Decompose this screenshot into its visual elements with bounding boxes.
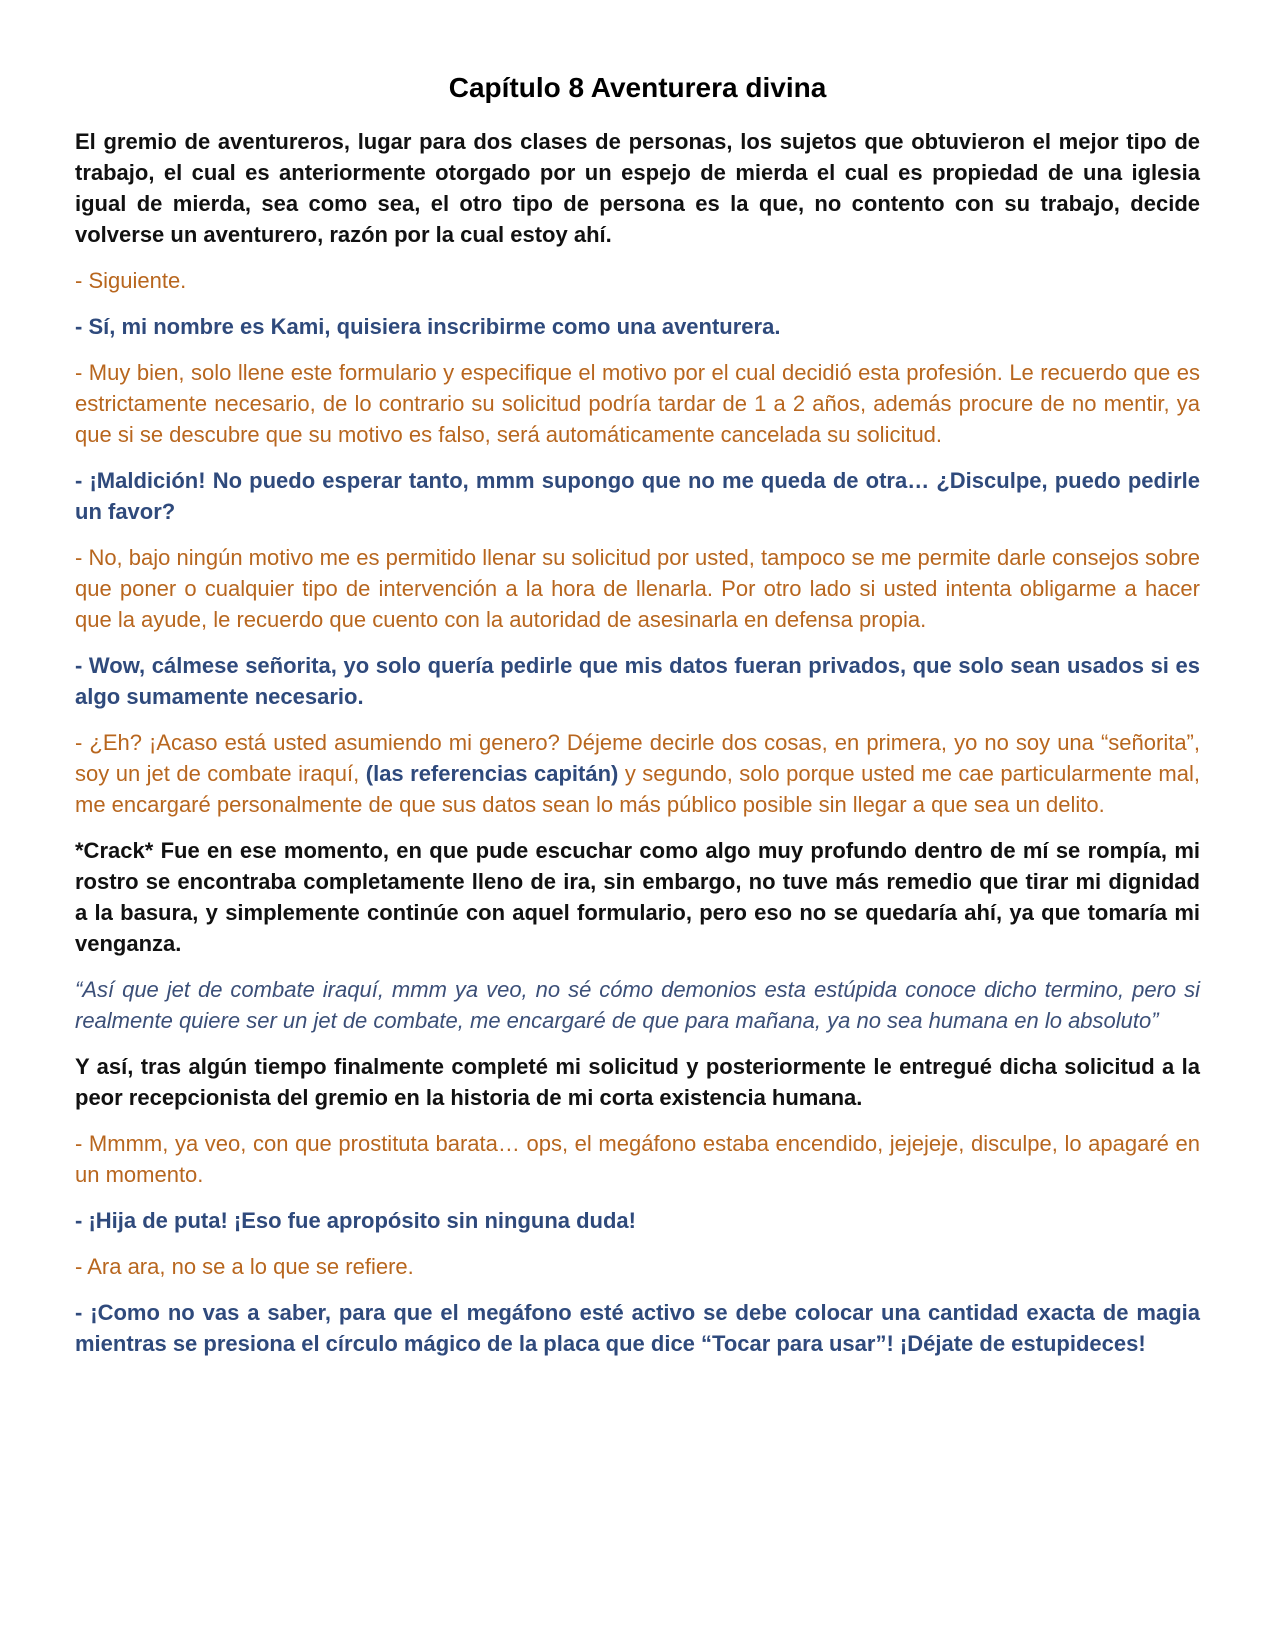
paragraph-receptionist: - Muy bien, solo llene este formulario y especifique el motivo por el cual decidió esta profesión. Le recuerdo que es estrictamente necesario, de lo contrario su solicitud podría tardar de 1 a 2 años, además procure de no mentir, ya que si se descubre que su motivo es falso, será automáticamente cancelada su solicitud. [75,360,1200,447]
paragraph-kami: - Wow, cálmese señorita, yo solo quería pedirle que mis datos fueran privados, que solo sean usados si es algo sumamente necesario. [75,653,1200,709]
chapter-title: Capítulo 8 Aventurera divina [448,72,827,103]
paragraph-narration: *Crack* Fue en ese momento, en que pude escuchar como algo muy profundo dentro de mí se rompía, mi rostro se encontraba completamente lleno de ira, sin embargo, no tuve más remedio que tirar mi dignidad a la basura, y simplemente continúe con aquel formulario, pero eso no se quedaría ahí, ya que tomaría mi venganza. [75,838,1200,956]
paragraph-receptionist: - Mmmm, ya veo, con que prostituta barata… ops, el megáfono estaba encendido, jejejeje, disculpe, lo apagaré en un momento. [75,1131,1200,1187]
paragraph-kami: - ¡Hija de puta! ¡Eso fue apropósito sin ninguna duda! [75,1208,636,1233]
kami-aside: (las referencias capitán) [365,761,619,786]
receptionist-text-part1: - ¿Eh? ¡Acaso está usted asumiendo mi genero? Déjeme decirle dos cosas, en primera, yo no soy una “señorita”, soy un jet de combate iraquí, [75,730,1200,786]
receptionist-text-part2: y segundo, solo porque usted me cae particularmente mal, me encargaré personalmente de que sus datos sean lo más público posible sin llegar a que sea un delito. [75,761,1200,817]
paragraph-receptionist: - Siguiente. [75,268,187,293]
document-body [75,126,1200,1374]
paragraph-kami: - ¡Como no vas a saber, para que el megáfono esté activo se debe colocar una cantidad exacta de magia mientras se presiona el círculo mágico de la placa que dice “Tocar para usar”! ¡Déjate de estupideces! [75,1300,1200,1356]
paragraph-narration: Y así, tras algún tiempo finalmente completé mi solicitud y posteriormente le entregué dicha solicitud a la peor recepcionista del gremio en la historia de mi corta existencia humana. [75,1054,1200,1110]
paragraph-receptionist: - No, bajo ningún motivo me es permitido llenar su solicitud por usted, tampoco se me permite darle consejos sobre que poner o cualquier tipo de intervención a la hora de llenarla. Por otro lado si usted intenta obligarme a hacer que la ayude, le recuerdo que cuento con la autoridad de asesinarla en defensa propia. [75,545,1200,632]
paragraph-narration: El gremio de aventureros, lugar para dos clases de personas, los sujetos que obtuvieron el mejor tipo de trabajo, el cual es anteriormente otorgado por un espejo de mierda el cual es propiedad de una iglesia igual de mierda, sea como sea, el otro tipo de persona es la que, no contento con su trabajo, decide volverse un aventurero, razón por la cual estoy ahí. [75,129,1200,247]
paragraph-thought: “Así que jet de combate iraquí, mmm ya veo, no sé cómo demonios esta estúpida conoce dicho termino, pero si realmente quiere ser un jet de combate, me encargaré de que para mañana, ya no sea humana en lo absoluto” [75,977,1200,1033]
paragraph-receptionist-mixed [75,727,1200,820]
paragraph-kami: - ¡Maldición! No puedo esperar tanto, mmm supongo que no me queda de otra… ¿Disculpe, puedo pedirle un favor? [75,468,1200,524]
paragraph-kami: - Sí, mi nombre es Kami, quisiera inscribirme como una aventurera. [75,314,781,339]
paragraph-receptionist: - Ara ara, no se a lo que se refiere. [75,1254,414,1279]
